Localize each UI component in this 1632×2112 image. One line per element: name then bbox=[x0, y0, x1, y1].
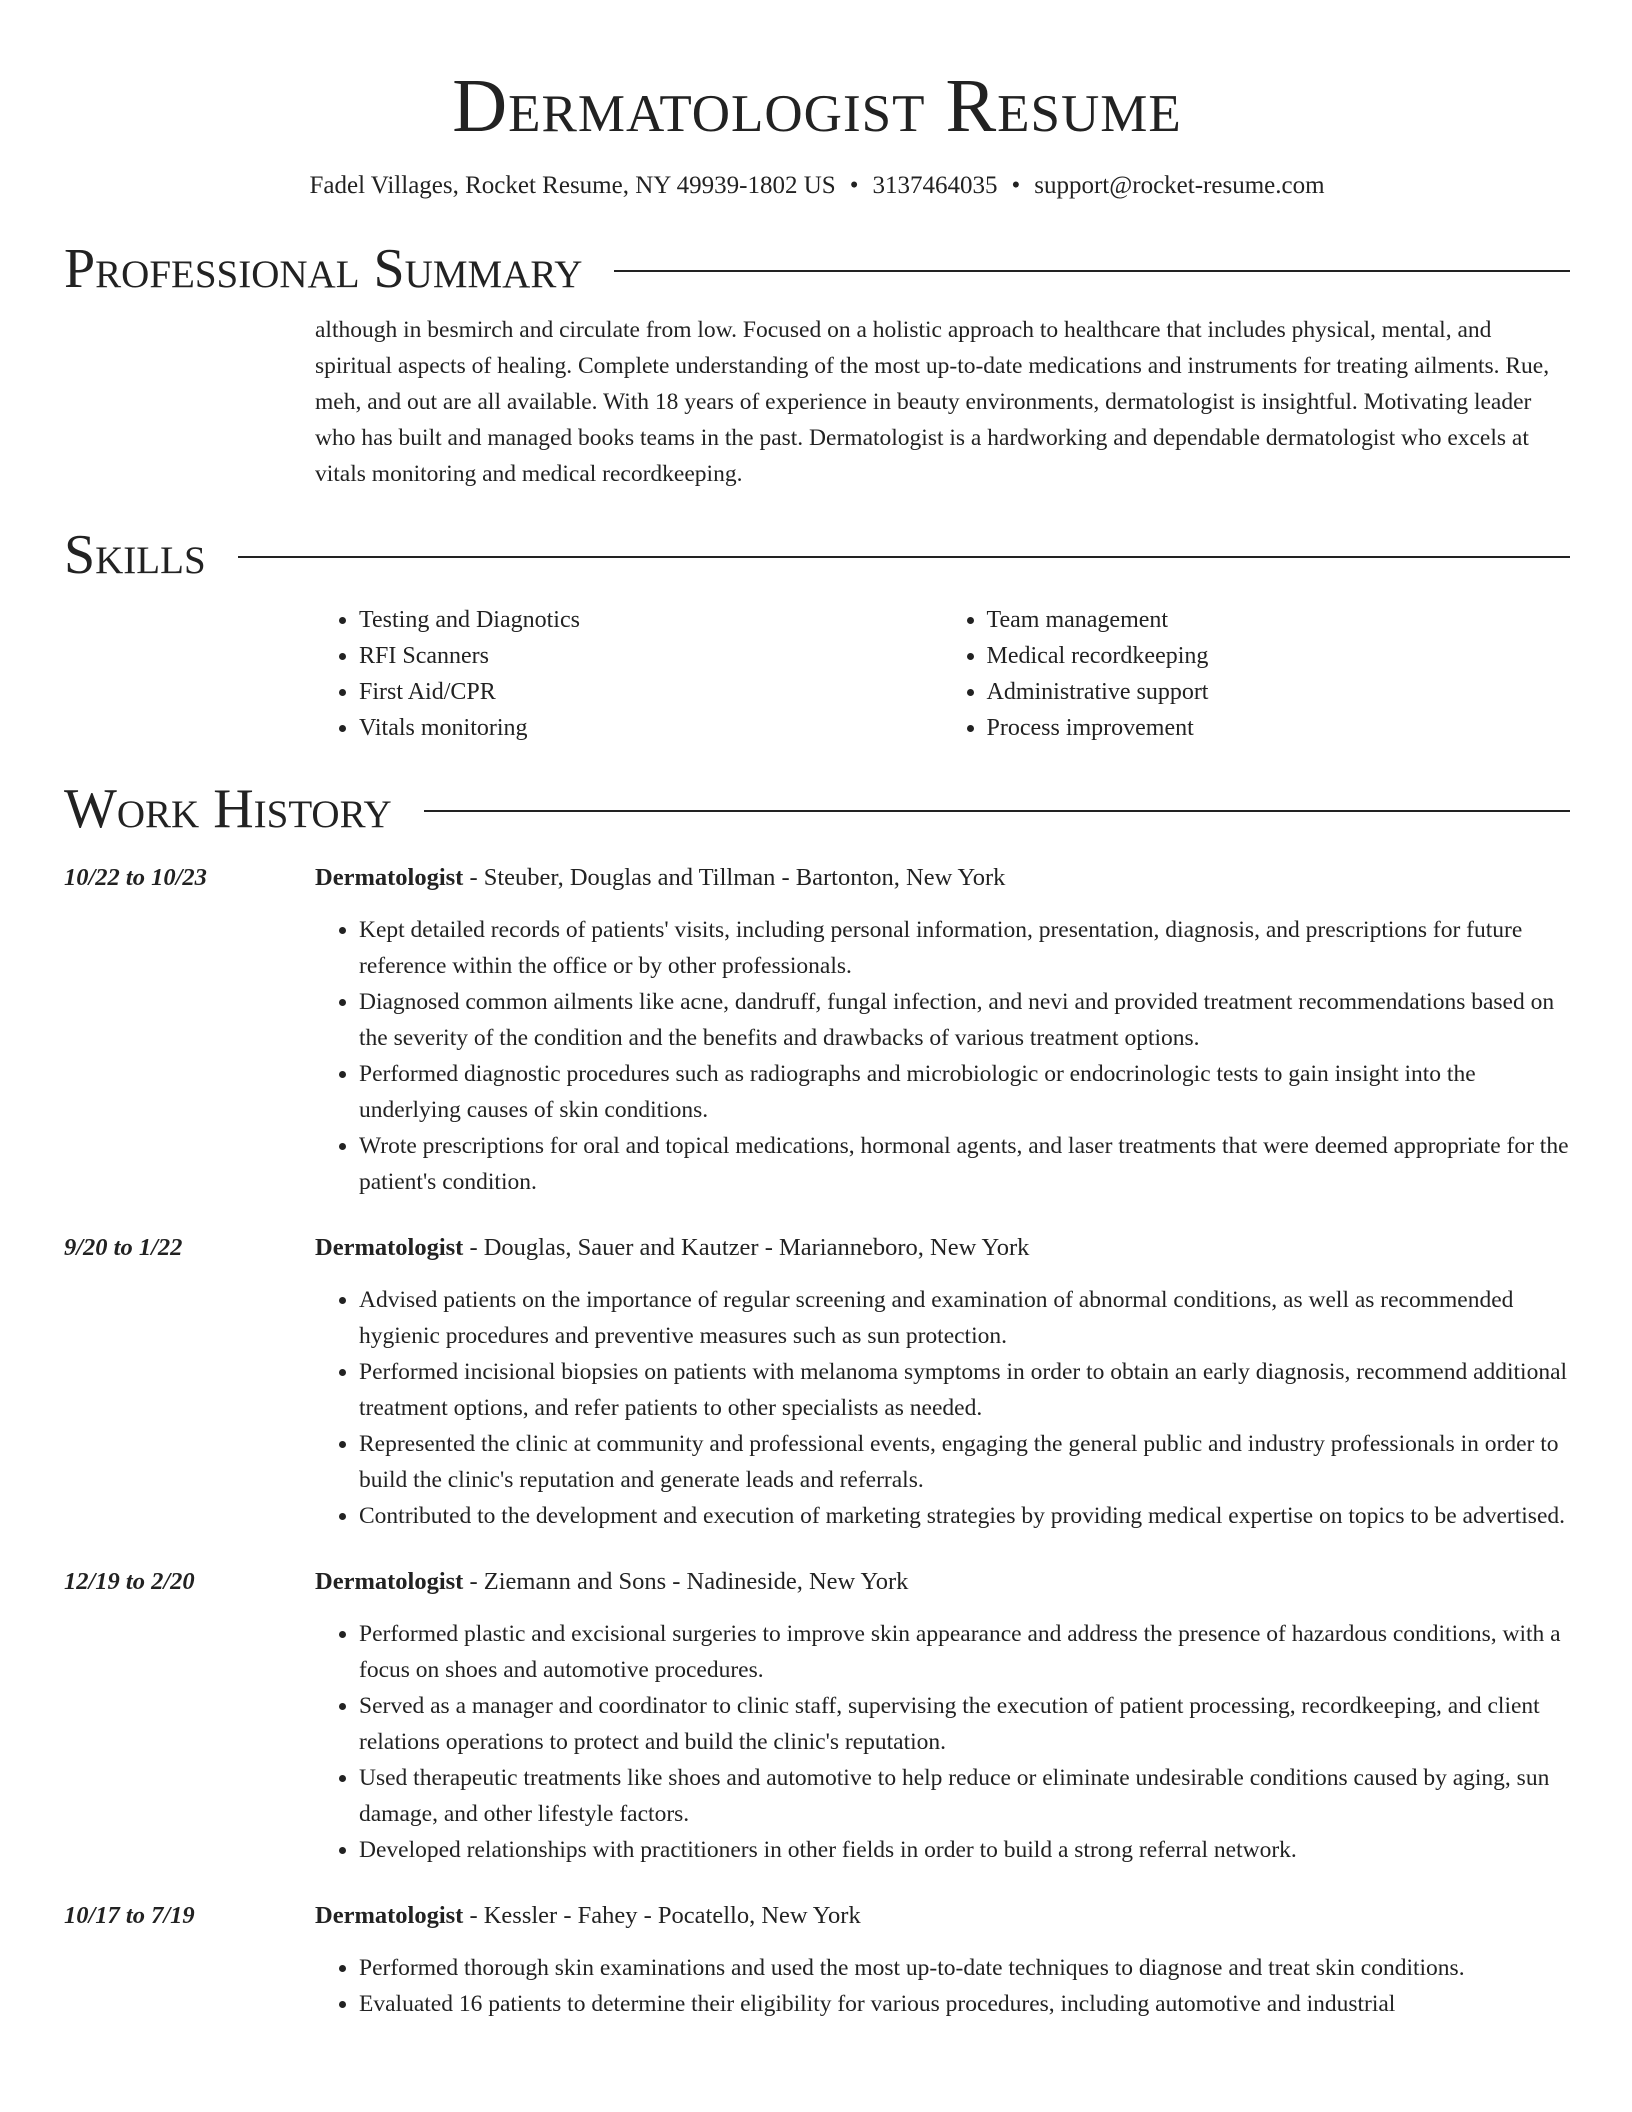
job-company: - Ziemann and Sons - Nadineside, New York bbox=[463, 1568, 909, 1595]
job-company: - Douglas, Sauer and Kautzer - Marianneboro, New York bbox=[463, 1234, 1030, 1261]
job-bullets bbox=[315, 1616, 1570, 1868]
contact-email: support@rocket-resume.com bbox=[1034, 172, 1325, 199]
job-title: Dermatologist bbox=[315, 1234, 464, 1261]
job-bullet: • Diagnosed common ailments like acne, dandruff, fungal infection, and nevi and provided treatment recommendations based on the severity of the condition and the benefits and drawbacks of various treatment options. bbox=[359, 984, 1570, 1056]
skill-item: • RFI Scanners bbox=[359, 638, 943, 674]
skill-item: • Team management bbox=[987, 602, 1571, 638]
job-bullet: • Advised patients on the importance of regular screening and examination of abnormal conditions, as well as recommended hygienic procedures and preventive measures such as sun protection. bbox=[359, 1282, 1570, 1354]
job-dates: 12/19 to 2/20 bbox=[64, 1568, 195, 1595]
section-divider bbox=[424, 810, 1570, 812]
job-role bbox=[315, 1230, 1029, 1266]
job-header bbox=[64, 1898, 1570, 1934]
resume-page bbox=[64, 0, 1570, 2112]
job-title: Dermatologist bbox=[315, 1902, 464, 1929]
section-divider bbox=[614, 270, 1570, 272]
contact-phone: 3137464035 bbox=[872, 172, 998, 199]
job-bullets bbox=[315, 1282, 1570, 1534]
job-bullet: • Served as a manager and coordinator to clinic staff, supervising the execution of patient processing, recordkeeping, and client relations operations to protect and build the clinic's reputation. bbox=[359, 1688, 1570, 1760]
skill-item: • First Aid/CPR bbox=[359, 674, 943, 710]
job-role bbox=[315, 1564, 908, 1600]
job-bullet: • Evaluated 16 patients to determine their eligibility for various procedures, including automotive and industrial bbox=[359, 1986, 1570, 2022]
job-dates: 10/22 to 10/23 bbox=[64, 864, 207, 891]
job-entry bbox=[64, 1564, 1570, 1868]
page-title: Dermatologist Resume bbox=[452, 64, 1182, 148]
job-role bbox=[315, 1898, 861, 1934]
job-entry bbox=[64, 1230, 1570, 1534]
skill-item: • Administrative support bbox=[987, 674, 1571, 710]
job-company: - Kessler - Fahey - Pocatello, New York bbox=[463, 1902, 861, 1929]
job-dates: 9/20 to 1/22 bbox=[64, 1234, 183, 1261]
skills-section-header bbox=[64, 522, 1570, 588]
job-bullet: • Wrote prescriptions for oral and topical medications, hormonal agents, and laser treatments that were deemed appropriate for the patient's condition. bbox=[359, 1128, 1570, 1200]
skill-item: • Vitals monitoring bbox=[359, 710, 943, 746]
job-bullets bbox=[315, 912, 1570, 1200]
contact-address: Fadel Villages, Rocket Resume, NY 49939-1802 US bbox=[309, 172, 836, 199]
work-section-header bbox=[64, 776, 1570, 842]
job-company: - Steuber, Douglas and Tillman - Bartonton, New York bbox=[463, 864, 1006, 891]
section-divider bbox=[238, 556, 1570, 558]
summary-section-header bbox=[64, 236, 1570, 302]
skills-column-left bbox=[315, 602, 943, 746]
contact-separator: • bbox=[849, 172, 859, 199]
job-entry bbox=[64, 860, 1570, 1200]
job-bullet: • Developed relationships with practitioners in other fields in order to build a strong referral network. bbox=[359, 1832, 1570, 1868]
skill-item: • Medical recordkeeping bbox=[987, 638, 1571, 674]
job-title: Dermatologist bbox=[315, 1568, 464, 1595]
job-entry bbox=[64, 1898, 1570, 2022]
job-bullet: • Kept detailed records of patients' visits, including personal information, presentation, diagnosis, and prescriptions for future reference within the office or by other professionals. bbox=[359, 912, 1570, 984]
job-bullet: • Represented the clinic at community and professional events, engaging the general public and industry professionals in order to build the clinic's reputation and generate leads and referrals. bbox=[359, 1426, 1570, 1498]
job-header bbox=[64, 1564, 1570, 1600]
job-header bbox=[64, 1230, 1570, 1266]
job-bullets bbox=[315, 1950, 1570, 2022]
skills-heading: Skills bbox=[64, 524, 206, 586]
job-header bbox=[64, 860, 1570, 896]
summary-heading: Professional Summary bbox=[64, 238, 583, 300]
contact-separator: • bbox=[1011, 172, 1021, 199]
job-bullet: • Contributed to the development and execution of marketing strategies by providing medical expertise on topics to be advertised. bbox=[359, 1498, 1570, 1534]
skill-item: • Testing and Diagnotics bbox=[359, 602, 943, 638]
summary-text: although in besmirch and circulate from low. Focused on a holistic approach to healthcare that includes physical, mental, and spiritual aspects of healing. Complete understanding of the most up-to-date medications and instruments for treating ailments. Rue, meh, and out are all available. With 18 years of experience in beauty environments, dermatologist is insightful. Motivating leader who has built and managed books teams in the past. Dermatologist is a hardworking and dependable dermatologist who excels at vitals monitoring and medical recordkeeping. bbox=[315, 317, 1550, 487]
job-bullet: • Performed diagnostic procedures such as radiographs and microbiologic or endocrinologic tests to gain insight into the underlying causes of skin conditions. bbox=[359, 1056, 1570, 1128]
job-dates: 10/17 to 7/19 bbox=[64, 1902, 195, 1929]
job-role bbox=[315, 860, 1005, 896]
job-bullet: • Performed thorough skin examinations and used the most up-to-date techniques to diagnose and treat skin conditions. bbox=[359, 1950, 1570, 1986]
job-title: Dermatologist bbox=[315, 864, 464, 891]
job-bullet: • Performed plastic and excisional surgeries to improve skin appearance and address the presence of hazardous conditions, with a focus on shoes and automotive procedures. bbox=[359, 1616, 1570, 1688]
skills-column-right bbox=[943, 602, 1571, 746]
skills-list bbox=[315, 602, 1570, 746]
work-heading: Work History bbox=[64, 778, 392, 840]
job-bullet: • Performed incisional biopsies on patients with melanoma symptoms in order to obtain an early diagnosis, recommend additional treatment options, and refer patients to other specialists as needed. bbox=[359, 1354, 1570, 1426]
contact-line bbox=[64, 170, 1570, 202]
job-bullet: • Used therapeutic treatments like shoes and automotive to help reduce or eliminate undesirable conditions caused by aging, sun damage, and other lifestyle factors. bbox=[359, 1760, 1570, 1832]
skill-item: • Process improvement bbox=[987, 710, 1571, 746]
